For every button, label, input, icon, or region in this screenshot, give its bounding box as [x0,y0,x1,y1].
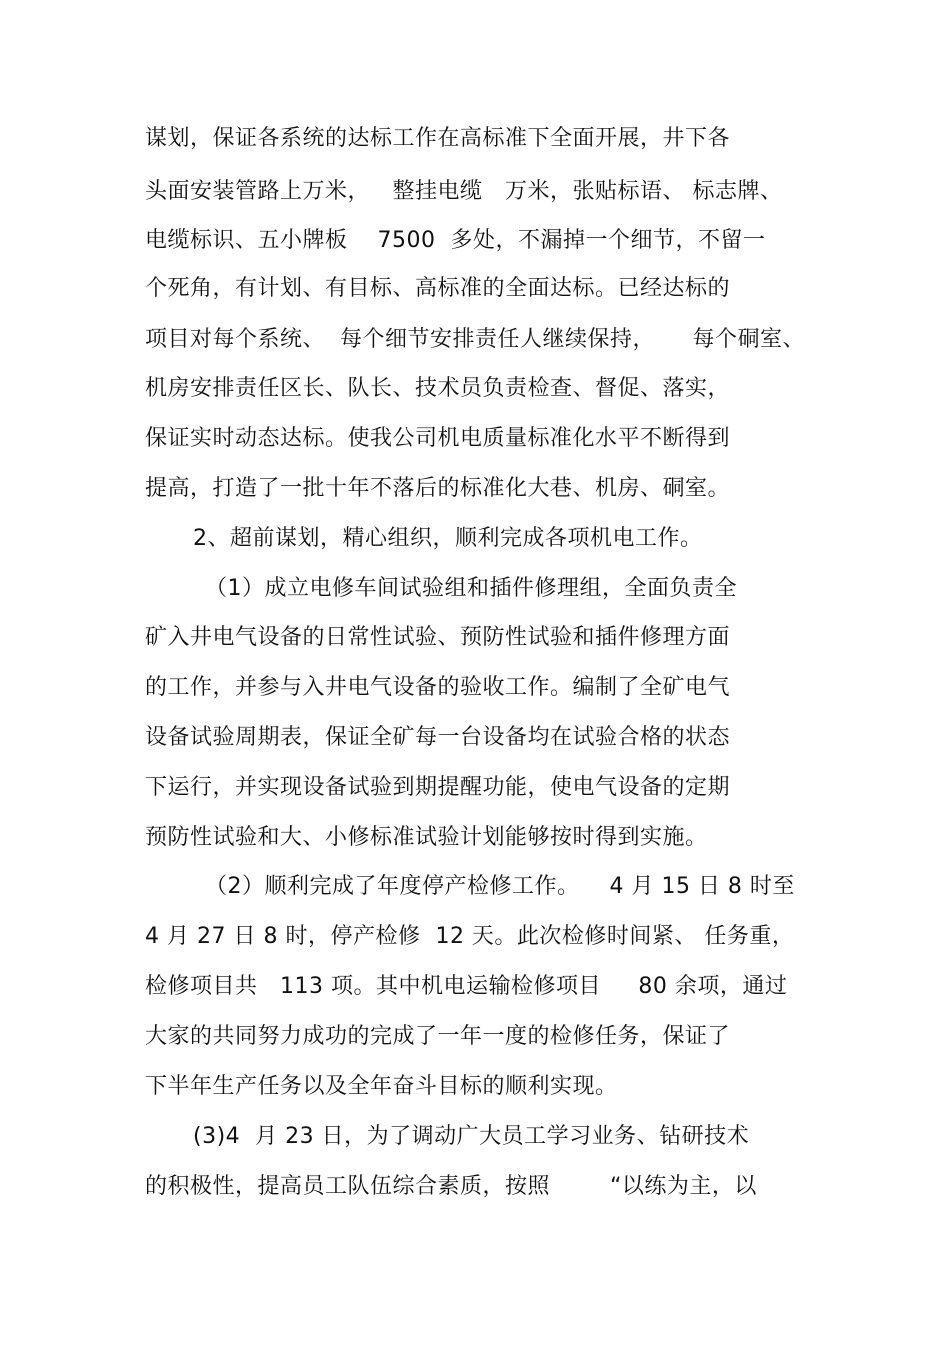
text-line: 大家的共同努力成功的完成了一年一度的检修任务，保证了 [145,1024,731,1049]
text-line: 提高，打造了一批十年不落后的标准化大巷、机房、硐室。 [145,476,731,501]
text-line: 头面安装管路上万米， 整挂电缆 万米，张贴标语、 标志牌、 [145,179,783,204]
text-line: 的积极性，提高员工队伍综合素质，按照 “以练为主，以 [145,1174,757,1199]
text-line: 设备试验周期表，保证全矿每一台设备均在试验合格的状态 [145,725,731,750]
text-line: 4 月 27 日 8 时，停产检修 12 天。此次检修时间紧、 任务重， [145,924,795,949]
text-line: 电缆标识、五小牌板 7500 多处，不漏掉一个细节，不留一 [145,228,766,253]
text-line: 预防性试验和大、小修标准试验计划能够按时得到实施。 [145,825,708,850]
text-line: 下半年生产任务以及全年奋斗目标的顺利实现。 [145,1074,618,1099]
text-line: 项目对每个系统、 每个细节安排责任人继续保持， 每个硐室、 [145,327,805,352]
text-line: （1）成立电修车间试验组和插件修理组，全面负责全 [205,576,737,601]
text-line: 谋划，保证各系统的达标工作在高标准下全面开展，井下各 [145,126,731,151]
text-line: 矿入井电气设备的日常性试验、预防性试验和插件修理方面 [145,625,731,650]
text-line: 下运行，并实现设备试验到期提醒功能，使电气设备的定期 [145,775,731,800]
text-line: 个死角，有计划、有目标、高标准的全面达标。已经达标的 [145,276,731,301]
text-line: 的工作，并参与入井电气设备的验收工作。编制了全矿电气 [145,675,731,700]
text-line: （2）顺利完成了年度停产检修工作。 4 月 15 日 8 时至 [205,874,795,899]
text-line: 保证实时动态达标。使我公司机电质量标准化水平不断得到 [145,426,731,451]
text-line: 机房安排责任区长、队长、技术员负责检查、督促、落实， [145,376,731,401]
section-heading: 2、超前谋划，精心组织，顺利完成各项机电工作。 [193,526,703,551]
text-line: 检修项目共 113 项。其中机电运输检修项目 80 余项，通过 [145,974,788,999]
text-line: (3)4 月 23 日，为了调动广大员工学习业务、钻研技术 [193,1124,750,1149]
